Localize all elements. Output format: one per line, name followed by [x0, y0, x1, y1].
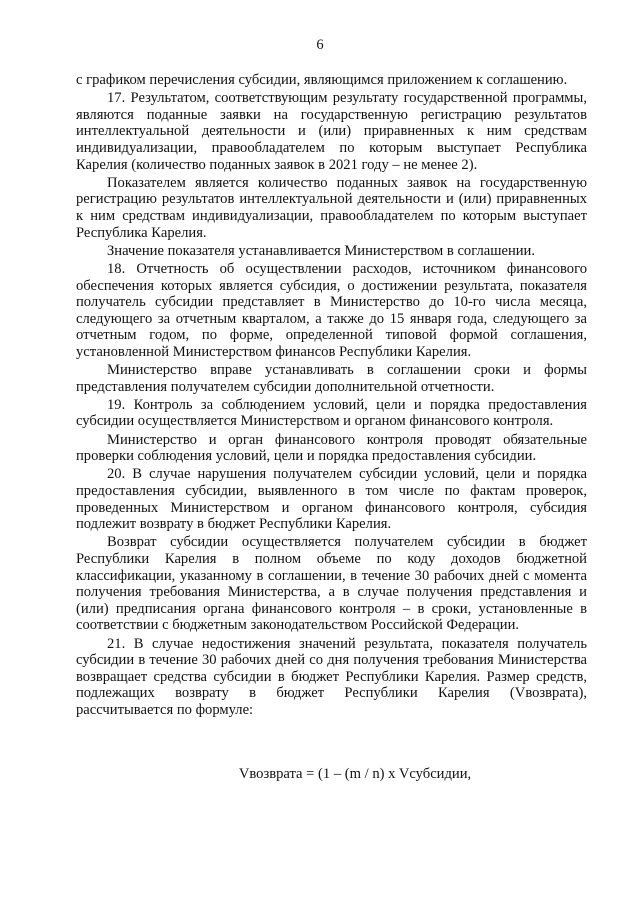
paragraph-continuation: с графиком перечисления субсидии, являющимся приложением к соглашению. [76, 72, 568, 88]
document-body [76, 72, 587, 720]
paragraph-additional-reporting: Министерство вправе устанавливать в соглашении сроки и формы представления получателем субсидии дополнительной отчетности. [76, 362, 587, 395]
paragraph-indicator-value: Значение показателя устанавливается Министерством в соглашении. [107, 242, 536, 259]
paragraph-refund: Возврат субсидии осуществляется получателем субсидии в бюджет Республики Карелия в полном объеме по коду доходов бюджетной классификации, указанному в соглашении, в течение 30 рабочих дней с момента получения требования Министерства, а в случае получения представления и (или) предписания органа финансового контроля – в сроки, установленные в соответствии с бюджетным законодательством Российской Федерации. [76, 534, 587, 634]
paragraph-19-control: 19. Контроль за соблюдением условий, цели и порядка предоставления субсидии осуществляется Министерством и органом финансового контроля. [76, 396, 587, 430]
paragraph-20-violation: 20. В случае нарушения получателем субсидии условий, цели и порядка предоставления субсидии, выявленного в том числе по фактам проверок, проведенных Министерством и органом финансового контроля, субсидия подлежит возврату в бюджет Республики Карелия. [76, 466, 587, 533]
refund-formula: Vвозврата = (1 – (m / n) x Vсубсидии, [238, 766, 472, 782]
paragraph-17-result: 17. Результатом, соответствующим результату государственной программы, являются поданные заявки на государственную регистрацию результатов интеллектуальной деятельности и (или) приравненных к ним средствам индивидуализации, правообладателем по которым выступает Республика Карелия (количество поданных заявок в 2021 году – не менее 2). [76, 90, 587, 173]
paragraph-18-reporting: 18. Отчетность об осуществлении расходов, источником финансового обеспечения которых является субсидия, о достижении результата, показателя получатель субсидии представляет в Министерство до 10-го числа месяца, следующего за отчетным кварталом, а также до 15 января года, следующего за отчетным годом, по форме, определенной типовой формой соглашения, установленной Министерством финансов Республики Карелия. [76, 260, 587, 360]
paragraph-mandatory-checks: Министерство и орган финансового контроля проводят обязательные проверки соблюдения условий, цели и порядка предоставления субсидии. [76, 431, 587, 465]
paragraph-21-nonachievement: 21. В случае недостижения значений результата, показателя получатель субсидии в течение 30 рабочих дней со дня получения требования Министерства возвращает средства субсидии в бюджет Республики Карелия. Размер средств, подлежащих возврату в бюджет Республики Карелия (Vвозврата), рассчитывается по формуле: [76, 635, 587, 718]
paragraph-indicator: Показателем является количество поданных заявок на государственную регистрацию результатов интеллектуальной деятельности и (или) приравненных к ним средствам индивидуализации, правообладателем по которым выступает Республика Карелия. [76, 174, 587, 241]
page-number: 6 [316, 37, 324, 53]
